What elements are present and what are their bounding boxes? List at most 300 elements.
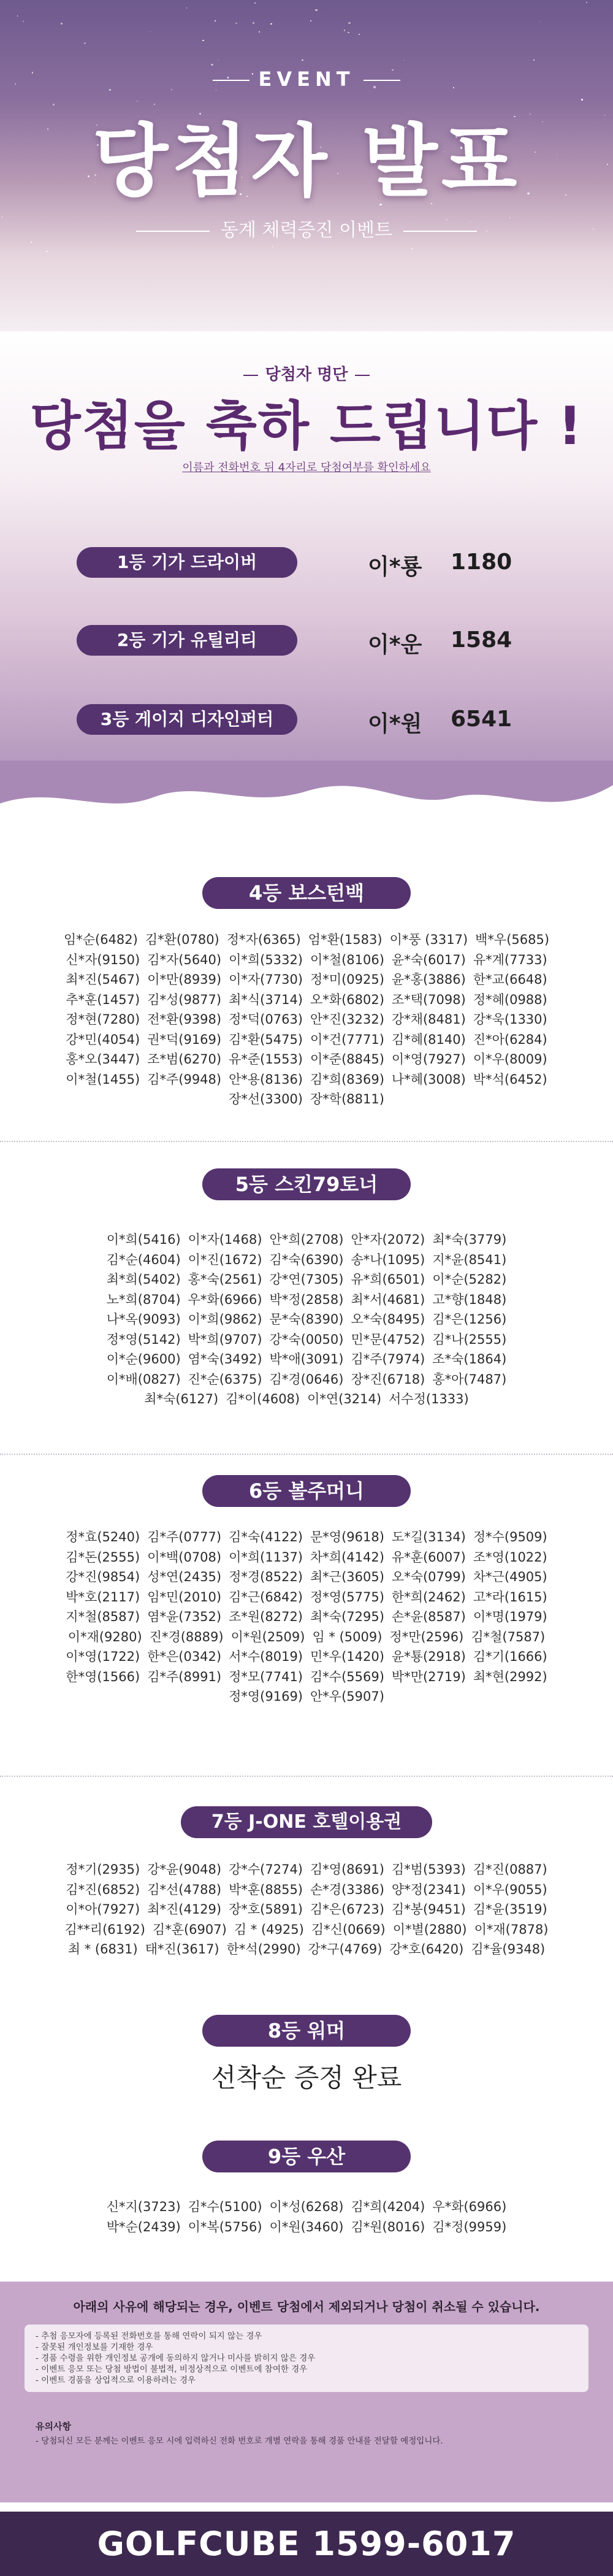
- star-dot: [270, 23, 272, 25]
- caution-title: 유의사항: [36, 2421, 71, 2432]
- winner-entry: 강*민(4054): [66, 1032, 140, 1047]
- winner-row: [25, 1349, 588, 1370]
- winner-entry: 최*진(5467): [66, 972, 140, 987]
- winner-row: [25, 1567, 588, 1587]
- winner-entry: 이*준(8845): [310, 1052, 384, 1067]
- winner-entry: 이*건(7771): [310, 1032, 384, 1047]
- notice-item: - 추첨 응모자에 등록된 전화번호를 통해 연락이 되지 않는 경우: [36, 2331, 262, 2341]
- winner-entry: 박*순(2439): [106, 2219, 181, 2234]
- winner-entry: 안*희(2708): [269, 1232, 344, 1247]
- winner-entry: 김*윤(3519): [473, 1902, 547, 1917]
- hero-title: 당첨자 발표: [92, 116, 521, 207]
- winner-row: [25, 950, 588, 970]
- winner-entry: 이*희(5332): [229, 952, 303, 967]
- winner-entry: 이*재(9280): [67, 1629, 142, 1644]
- winner-row: [25, 1370, 588, 1390]
- star-dot: [84, 42, 86, 44]
- winner-entry: 안*자(2072): [351, 1232, 425, 1247]
- winner-entry: 유*준(1553): [229, 1052, 303, 1067]
- winner-entry: 이*배(0827): [106, 1371, 181, 1387]
- winner-row: [25, 2217, 588, 2237]
- star-dot: [403, 60, 404, 61]
- winner-entry: 김*은(6723): [310, 1902, 384, 1917]
- winner-entry: 손*경(3386): [310, 1882, 384, 1897]
- winner-entry: 김*정(9959): [432, 2219, 507, 2234]
- winner-entry: 정*모(7741): [229, 1669, 303, 1684]
- winner-entry: 노*희(8704): [106, 1292, 181, 1307]
- prize-3rd-badge: 3등 게이지 디자인퍼터: [77, 704, 297, 735]
- hero-subtitle-row: [0, 215, 613, 242]
- winner-entry: 강*욱(1330): [473, 1012, 547, 1027]
- winner-entry: 김*신(0669): [311, 1922, 386, 1937]
- winner-entry: 오*화(6802): [310, 992, 384, 1007]
- winner-entry: 정*현(7280): [66, 1012, 140, 1027]
- winner-entry: 김*희(8369): [310, 1071, 384, 1087]
- winner-entry: 강*수(7274): [229, 1862, 303, 1877]
- prize-3rd-winner-name: 이*원: [368, 711, 422, 737]
- winner-row: [25, 1049, 588, 1070]
- winner-entry: 전*환(9398): [147, 1012, 222, 1027]
- winner-entry: 임*순(6482): [63, 932, 138, 947]
- winner-entry: 박*애(3091): [269, 1352, 344, 1367]
- winner-entry: 최 * (6831): [67, 1942, 138, 1957]
- winner-entry: 김*희(4204): [351, 2199, 425, 2214]
- winner-entry: 지*철(8587): [66, 1609, 140, 1624]
- footer-contact: GOLFCUBE 1599-6017: [0, 2512, 613, 2576]
- winner-entry: 김*이(4608): [226, 1392, 300, 1406]
- caution-text: - 당첨되신 모든 분께는 이벤트 응모 시에 입력하신 전화 번호로 개별 연락을 통해 경품 안내를 전달할 예정입니다.: [36, 2436, 443, 2446]
- hero-subtitle: 동계 체력증진 이벤트: [221, 220, 392, 241]
- winner-entry: 이*풍 (3317): [389, 932, 468, 947]
- winner-entry: 강*숙(0050): [269, 1332, 344, 1347]
- winner-entry: 이*별(2880): [392, 1922, 467, 1937]
- winner-row: [25, 1667, 588, 1687]
- winner-entry: 오*숙(0799): [391, 1570, 466, 1584]
- subtitle-right-line: [403, 231, 477, 232]
- winner-entry: 김*선(4788): [147, 1882, 222, 1897]
- winner-entry: 이*원(2509): [230, 1629, 305, 1644]
- winner-entry: 이*연(3214): [307, 1392, 382, 1406]
- section-divider: [0, 1454, 613, 1455]
- winner-entry: 조*영(1022): [473, 1549, 547, 1565]
- winner-entry: 이*복(5756): [188, 2219, 262, 2234]
- check-note: 이름과 전화번호 뒤 4자리로 당첨여부를 확인하세요: [182, 461, 431, 474]
- winner-entry: 이*우(9055): [473, 1882, 547, 1897]
- prize-2nd-badge: 2등 기가 유틸리티: [77, 625, 297, 656]
- winner-entry: 김*범(5393): [391, 1862, 466, 1877]
- winner-entry: 문*영(9618): [310, 1530, 384, 1544]
- winner-row: [25, 1547, 588, 1568]
- winner-entry: 오*숙(8495): [351, 1312, 425, 1327]
- winner-entry: 신*자(9150): [66, 952, 140, 967]
- winner-entry: 차*희(4142): [310, 1549, 384, 1565]
- winner-row: [25, 1330, 588, 1350]
- winner-list-label: 당첨자 명단: [265, 366, 348, 384]
- winner-entry: 정*자(6365): [226, 932, 301, 947]
- winner-entry: 김*자(5640): [147, 952, 222, 967]
- section-divider: [0, 1776, 613, 1777]
- prize-3rd-winner-phone: 6541: [451, 707, 512, 732]
- winner-row: [25, 1860, 588, 1880]
- wave-divider: [0, 761, 613, 834]
- winner-entry: 진*아(6284): [473, 1032, 547, 1047]
- winner-entry: 박*석(6452): [473, 1071, 547, 1087]
- winner-row: [25, 1270, 588, 1290]
- winner-entry: 이*희(5416): [106, 1232, 181, 1247]
- star-dot: [211, 64, 213, 66]
- tag-left-bar: [243, 375, 258, 376]
- winner-row: [25, 1920, 588, 1940]
- winner-entry: 엄*환(1583): [308, 932, 383, 947]
- winner-entry: 김*나(2555): [432, 1332, 507, 1347]
- winner-entry: 김*혜(8140): [391, 1032, 466, 1047]
- winner-entry: 태*진(3617): [145, 1942, 219, 1957]
- prize-1st-badge: 1등 기가 드라이버: [77, 547, 297, 578]
- winner-entry: 최*숙(7295): [310, 1609, 384, 1624]
- winner-entry: 이*철(8106): [310, 952, 384, 967]
- winner-row: [25, 1687, 588, 1707]
- winner-entry: 김*숙(4122): [229, 1530, 303, 1544]
- winner-entry: 김*수(5569): [310, 1669, 384, 1684]
- winner-entry: 김*기(1666): [473, 1649, 547, 1664]
- winner-row: [25, 1389, 588, 1409]
- winner-entry: 유*희(6501): [351, 1272, 425, 1287]
- winner-entry: 김*주(7974): [351, 1352, 425, 1367]
- prize-2nd-winner-name: 이*운: [368, 632, 422, 657]
- winner-row: [25, 1899, 588, 1920]
- prize-1st-winner-name: 이*룡: [368, 554, 422, 580]
- winner-entry: 박*만(2719): [391, 1669, 466, 1684]
- winner-entry: 김*진(6852): [66, 1882, 140, 1897]
- winner-row: [25, 1939, 588, 1960]
- winner-entry: 이*영(7927): [391, 1052, 466, 1067]
- winner-entry: 신*지(3723): [106, 2199, 181, 2214]
- winner-entry: 강*채(8481): [391, 1012, 466, 1027]
- winner-entry: 이*재(7878): [474, 1922, 549, 1937]
- prize-9th-winner-list: [25, 2197, 588, 2237]
- winner-entry: 강*호(6420): [389, 1942, 464, 1957]
- winner-entry: 윤*툥(2918): [391, 1649, 466, 1664]
- winner-list-tag: [0, 362, 613, 385]
- winner-entry: 최*진(4129): [147, 1902, 222, 1917]
- winner-row: [25, 990, 588, 1010]
- winner-entry: 조*원(8272): [229, 1609, 303, 1624]
- winner-entry: 도*길(3134): [391, 1530, 466, 1544]
- star-dot: [310, 20, 311, 21]
- winner-entry: 정*영(5142): [106, 1332, 181, 1347]
- winner-row: [25, 1070, 588, 1090]
- winner-entry: 한*교(6648): [473, 972, 547, 987]
- winner-entry: 양*정(2341): [391, 1882, 466, 1897]
- winner-entry: 성*연(2435): [147, 1570, 222, 1584]
- winner-entry: 백*우(5685): [475, 932, 550, 947]
- star-dot: [533, 59, 535, 61]
- star-dot: [254, 2, 256, 4]
- winner-entry: 이*희(9862): [188, 1312, 262, 1327]
- winner-entry: 김*원(8016): [351, 2219, 425, 2234]
- winner-entry: 최*식(3714): [229, 992, 303, 1007]
- star-dot: [150, 31, 151, 32]
- winner-entry: 홍*숙(2561): [188, 1272, 262, 1287]
- winner-entry: 이*자(1468): [188, 1232, 262, 1247]
- winner-row: [25, 2197, 588, 2217]
- star-dot: [348, 22, 350, 24]
- winner-entry: 김*환(5475): [229, 1032, 303, 1047]
- winner-entry: 정*수(9509): [473, 1530, 547, 1544]
- notice-item: - 이벤트 응모 또는 당첨 방법이 불법적, 비정상적으로 이벤트에 참여한 경우: [36, 2364, 308, 2374]
- winner-entry: 정*경(8522): [229, 1570, 303, 1584]
- winner-entry: 이*원(3460): [269, 2219, 344, 2234]
- hero-banner: [0, 0, 613, 331]
- winner-row: [25, 1250, 588, 1270]
- winner-entry: 고*라(1615): [473, 1589, 547, 1604]
- winner-entry: 조*택(7098): [391, 992, 466, 1007]
- winner-entry: 이*희(1137): [229, 1549, 303, 1565]
- winner-entry: 추*훈(1457): [66, 992, 140, 1007]
- winner-entry: 나*옥(9093): [106, 1312, 181, 1327]
- prize-7th-winner-list: [25, 1860, 588, 1960]
- prize-4th-winner-list: [25, 930, 588, 1110]
- winner-row: [25, 1607, 588, 1627]
- winner-row: [25, 1627, 588, 1647]
- prize-6th-badge: 6등 볼주머니: [202, 1475, 411, 1507]
- winner-row: [25, 1030, 588, 1050]
- winner-entry: 김*철(7587): [471, 1629, 546, 1644]
- prize-2nd-winner-phone: 1584: [451, 627, 512, 653]
- winner-row: [25, 1230, 588, 1250]
- winner-entry: 임 * (5009): [312, 1629, 383, 1644]
- winner-entry: 홍*오(3447): [66, 1052, 140, 1067]
- winner-entry: 이*명(1979): [473, 1609, 547, 1624]
- winner-entry: 서수정(1333): [389, 1392, 469, 1406]
- winner-entry: 이*자(7730): [229, 972, 303, 987]
- winner-row: [25, 1010, 588, 1030]
- prize-9th-badge: 9등 우산: [202, 2141, 411, 2172]
- winner-entry: 정*영(9169): [229, 1689, 303, 1704]
- winner-row: [25, 1290, 588, 1310]
- section-divider: [0, 1141, 613, 1142]
- winner-row: [25, 1587, 588, 1608]
- winner-entry: 김*주(8991): [147, 1669, 222, 1684]
- winner-entry: 김 * (4925): [234, 1922, 304, 1937]
- winner-entry: 김*돈(2555): [66, 1549, 140, 1565]
- winner-entry: 안*진(3232): [310, 1012, 384, 1027]
- event-right-line: [364, 80, 400, 81]
- winner-entry: 이*진(1672): [188, 1252, 262, 1267]
- winner-entry: 김*경(0646): [269, 1371, 344, 1387]
- winner-entry: 정*만(2596): [389, 1629, 464, 1644]
- winner-entry: 강*윤(9048): [147, 1862, 222, 1877]
- winner-entry: 조*범(6270): [147, 1052, 222, 1067]
- winner-entry: 김*환(0780): [145, 932, 219, 947]
- star-dot: [46, 251, 47, 252]
- event-label: EVENT: [258, 67, 355, 91]
- subtitle-left-line: [136, 231, 210, 232]
- winner-entry: 최*근(3605): [310, 1570, 384, 1584]
- star-dot: [253, 22, 254, 24]
- winner-entry: 정*영(5775): [310, 1589, 384, 1604]
- winner-entry: 김*율(9348): [471, 1942, 546, 1957]
- winner-entry: 장*선(3300): [229, 1092, 303, 1106]
- star-dot: [235, 23, 237, 25]
- winner-entry: 차*근(4905): [473, 1570, 547, 1584]
- prize-3rd-row: [77, 704, 555, 735]
- winner-entry: 최*현(2992): [473, 1669, 547, 1684]
- winner-entry: 이*우(8009): [473, 1052, 547, 1067]
- winner-entry: 문*숙(8390): [269, 1312, 344, 1327]
- winner-entry: 홍*아(7487): [432, 1371, 507, 1387]
- winner-entry: 김*주(0777): [147, 1530, 222, 1544]
- winner-entry: 권*덕(9169): [147, 1032, 222, 1047]
- winner-entry: 장*호(5891): [229, 1902, 303, 1917]
- winner-entry: 정*덕(0763): [229, 1012, 303, 1027]
- notice-item: - 잘못된 개인정보를 기재한 경우: [36, 2342, 153, 2352]
- star-dot: [359, 34, 360, 35]
- prize-1st-winner-phone: 1180: [451, 550, 512, 575]
- congrats-title: 당첨을 축하 드립니다 !: [29, 396, 584, 457]
- star-dot: [61, 23, 63, 25]
- winner-entry: 진*순(6375): [188, 1371, 262, 1387]
- winner-entry: 한*희(2462): [391, 1589, 466, 1604]
- winner-entry: 이*순(5282): [432, 1272, 507, 1287]
- notice-item: - 경품 수령을 위한 개인정보 공개에 동의하지 않거나 미사를 밝히지 않은 경우: [36, 2353, 316, 2363]
- winner-entry: 김*진(0887): [473, 1862, 547, 1877]
- winner-entry: 김*주(9948): [147, 1071, 222, 1087]
- winner-entry: 정*혜(0988): [473, 992, 547, 1007]
- winner-entry: 김**리(6192): [64, 1922, 145, 1937]
- winner-entry: 김*숙(6390): [269, 1252, 344, 1267]
- winner-row: [25, 930, 588, 950]
- star-dot: [218, 59, 219, 60]
- winner-entry: 김*수(5100): [188, 2199, 262, 2214]
- star-dot: [315, 9, 317, 11]
- winner-entry: 강*진(9854): [66, 1570, 140, 1584]
- winner-entry: 민*문(4752): [351, 1332, 425, 1347]
- winner-row: [25, 1647, 588, 1667]
- prize-8th-badge: 8등 워머: [202, 2015, 411, 2047]
- event-label-row: [0, 67, 613, 91]
- winner-entry: 한*영(1566): [66, 1669, 140, 1684]
- event-left-line: [213, 80, 249, 81]
- winner-entry: 윤*숙(6017): [391, 952, 466, 967]
- star-dot: [540, 21, 541, 22]
- winner-entry: 우*화(6966): [188, 1292, 262, 1307]
- star-dot: [186, 7, 187, 8]
- winner-entry: 우*화(6966): [432, 2199, 507, 2214]
- winner-entry: 이*영(1722): [66, 1649, 140, 1664]
- winner-row: [25, 1527, 588, 1547]
- winner-entry: 강*구(4769): [308, 1942, 383, 1957]
- star-dot: [215, 20, 216, 21]
- winner-entry: 정*효(5240): [66, 1530, 140, 1544]
- winner-entry: 김*봉(9451): [391, 1902, 466, 1917]
- winner-entry: 김*훈(6907): [152, 1922, 227, 1937]
- star-dot: [202, 40, 204, 41]
- winner-entry: 김*은(1256): [432, 1312, 507, 1327]
- star-dot: [302, 59, 303, 61]
- winner-entry: 장*학(8811): [310, 1092, 384, 1106]
- star-dot: [586, 2, 587, 3]
- prize-5th-winner-list: [25, 1230, 588, 1409]
- winner-entry: 진*경(8889): [149, 1629, 224, 1644]
- tag-right-bar: [355, 375, 370, 376]
- winner-entry: 최*희(5402): [106, 1272, 181, 1287]
- star-dot: [272, 246, 273, 247]
- winner-entry: 이*백(0708): [147, 1549, 222, 1565]
- winner-entry: 이*순(9600): [106, 1352, 181, 1367]
- winner-entry: 염*숙(3492): [188, 1352, 262, 1367]
- winner-entry: 이*아(7927): [66, 1902, 140, 1917]
- star-dot: [411, 248, 413, 249]
- winner-entry: 최*숙(6127): [144, 1392, 219, 1406]
- prize-1st-row: [77, 547, 555, 578]
- winner-entry: 유*계(7733): [473, 952, 547, 967]
- prize-2nd-row: [77, 625, 555, 656]
- winner-entry: 유*훈(6007): [391, 1549, 466, 1565]
- winner-entry: 손*윤(8587): [391, 1609, 466, 1624]
- winner-entry: 김*순(4604): [106, 1252, 181, 1267]
- winner-row: [25, 970, 588, 990]
- winner-entry: 박*정(2858): [269, 1292, 344, 1307]
- winner-entry: 나*혜(3008): [391, 1071, 466, 1087]
- prize-6th-winner-list: [25, 1527, 588, 1707]
- star-dot: [17, 15, 18, 17]
- notice-area: [0, 2282, 613, 2502]
- winner-entry: 송*나(1095): [351, 1252, 425, 1267]
- winner-entry: 김*성(9877): [147, 992, 222, 1007]
- winner-entry: 이*철(1455): [66, 1071, 140, 1087]
- winner-entry: 임*민(2010): [147, 1589, 222, 1604]
- notice-box: [25, 2325, 588, 2392]
- winner-entry: 김*근(6842): [229, 1589, 303, 1604]
- winner-entry: 최*숙(3779): [432, 1232, 507, 1247]
- winner-entry: 장*진(6718): [351, 1371, 425, 1387]
- winner-entry: 박*훈(8855): [229, 1882, 303, 1897]
- winner-row: [25, 1089, 588, 1110]
- winner-entry: 안*우(5907): [310, 1689, 384, 1704]
- winner-entry: 안*용(8136): [229, 1071, 303, 1087]
- winner-entry: 이*성(6268): [269, 2199, 344, 2214]
- winner-entry: 정*기(2935): [66, 1862, 140, 1877]
- winner-entry: 최*서(4681): [351, 1292, 425, 1307]
- prize-8th-status: 선착순 증정 완료: [211, 2063, 402, 2093]
- winner-entry: 김*영(8691): [310, 1862, 384, 1877]
- winner-entry: 지*윤(8541): [432, 1252, 507, 1267]
- winner-entry: 고*향(1848): [432, 1292, 507, 1307]
- notice-item: - 이벤트 경품을 상업적으로 이용하려는 경우: [36, 2375, 196, 2385]
- winner-entry: 강*연(7305): [269, 1272, 344, 1287]
- winner-entry: 염*윤(7352): [147, 1609, 222, 1624]
- winner-entry: 정*미(0925): [310, 972, 384, 987]
- star-dot: [259, 31, 260, 33]
- winner-entry: 조*숙(1864): [432, 1352, 507, 1367]
- prize-4th-badge: 4등 보스턴백: [202, 877, 411, 909]
- prize-7th-badge: 7등 J-ONE 호텔이용권: [181, 1806, 432, 1838]
- winner-entry: 한*석(2990): [226, 1942, 301, 1957]
- winner-entry: 서*수(8019): [229, 1649, 303, 1664]
- winner-entry: 이*만(8939): [147, 972, 222, 987]
- star-dot: [348, 32, 349, 33]
- winner-entry: 박*희(9707): [188, 1332, 262, 1347]
- winner-entry: 한*은(0342): [147, 1649, 222, 1664]
- star-dot: [344, 29, 345, 31]
- prize-5th-badge: 5등 스킨79토너: [202, 1168, 411, 1200]
- winner-row: [25, 1880, 588, 1900]
- winner-entry: 박*호(2117): [66, 1589, 140, 1604]
- winner-entry: 민*우(1420): [310, 1649, 384, 1664]
- notice-heading: 아래의 사유에 해당되는 경우, 이벤트 당첨에서 제외되거나 당첨이 취소될 수 있습니다.: [73, 2299, 540, 2314]
- winner-entry: 윤*홍(3886): [391, 972, 466, 987]
